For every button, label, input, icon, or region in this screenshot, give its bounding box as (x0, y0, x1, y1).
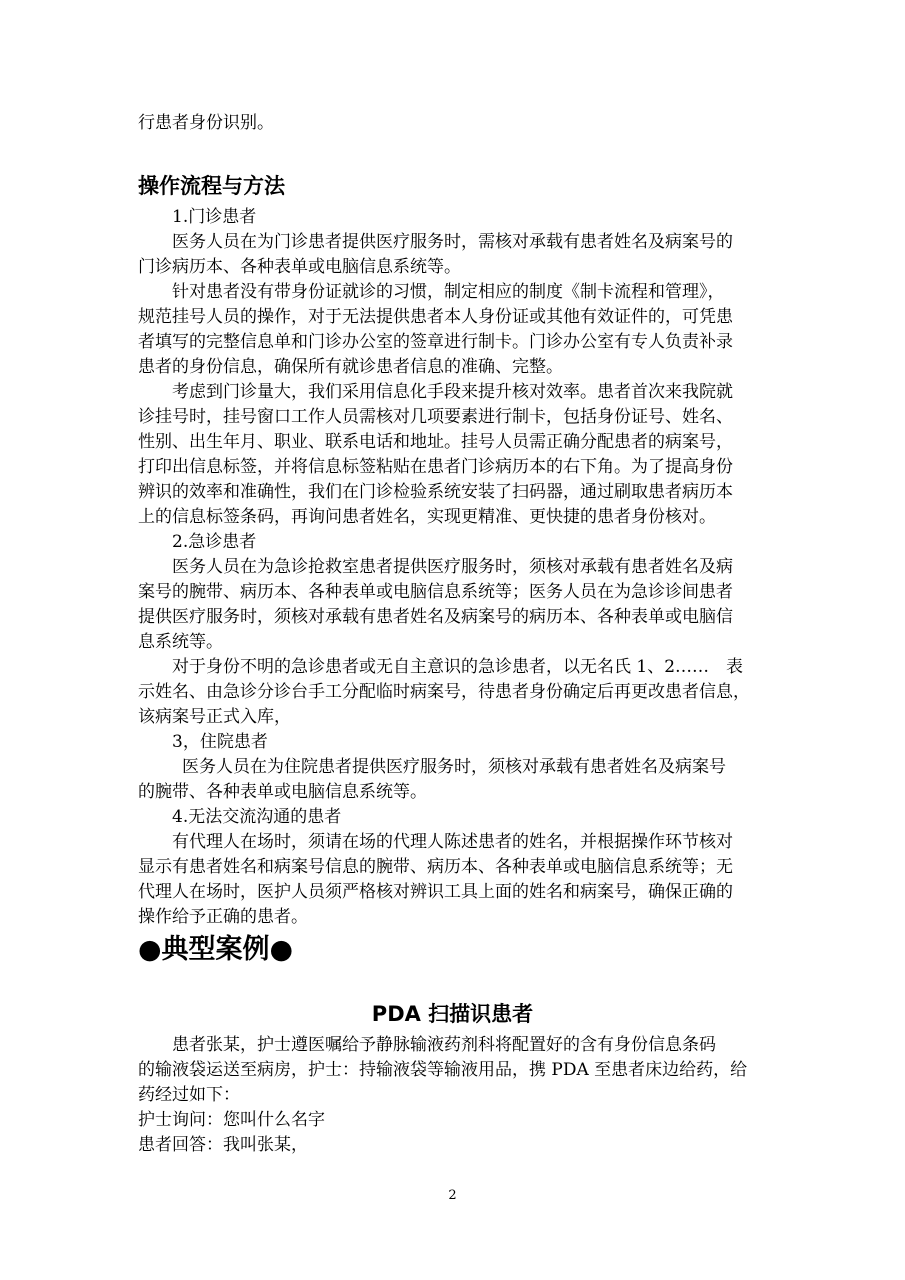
paragraph-line: 有代理人在场时，须请在场的代理人陈述患者的姓名，并根据操作环节核对 (172, 832, 733, 852)
paragraph-line: 医务人员在为住院患者提供医疗服务时，须核对承载有患者姓名及病案号 (182, 757, 726, 777)
subheading-inpatient: 3，住院患者 (172, 732, 268, 752)
paragraph-line: 规范挂号人员的操作，对于无法提供患者本人身份证或其他有效证件的，可凭患 (138, 307, 733, 327)
paragraph-line: 患者的身份信息，确保所有就诊患者信息的准确、完整。 (138, 357, 563, 377)
paragraph-line: 打印出信息标签，并将信息标签粘贴在患者门诊病历本的右下角。为了提高身份 (138, 457, 733, 477)
section-heading-case: ●典型案例● (138, 934, 294, 965)
paragraph-line: 医务人员在为门诊患者提供医疗服务时，需核对承载有患者姓名及病案号的 (172, 232, 733, 252)
paragraph-line: 示姓名、由急诊分诊台手工分配临时病案号，待患者身份确定后再更改患者信息， (138, 682, 750, 702)
dialogue-line: 患者回答：我叫张某， (138, 1135, 308, 1155)
paragraph-line: 辨识的效率和准确性，我们在门诊检验系统安装了扫码器，通过刷取患者病历本 (138, 482, 733, 502)
paragraph-line: 行患者身份识别。 (138, 113, 274, 133)
paragraph-line: 的腕带、各种表单或电脑信息系统等。 (138, 782, 427, 802)
paragraph-line: 操作给予正确的患者。 (138, 907, 308, 927)
paragraph-line: 医务人员在为急诊抢救室患者提供医疗服务时，须核对承载有患者姓名及病 (172, 557, 733, 577)
paragraph-line: 显示有患者姓名和病案号信息的腕带、病历本、各种表单或电脑信息系统等；无 (138, 857, 733, 877)
section-heading-flow: 操作流程与方法 (138, 174, 285, 198)
paragraph-line: 考虑到门诊量大，我们采用信息化手段来提升核对效率。患者首次来我院就 (172, 382, 733, 402)
paragraph-line: 门诊病历本、各种表单或电脑信息系统等。 (138, 257, 461, 277)
dialogue-line: 护士询问：您叫什么名字 (138, 1110, 325, 1130)
paragraph-line: 针对患者没有带身份证就诊的习惯，制定相应的制度《制卡流程和管理》， (172, 282, 725, 302)
page-number: 2 (448, 1188, 457, 1203)
paragraph-line: 代理人在场时，医护人员须严格核对辨识工具上面的姓名和病案号，确保正确的 (138, 882, 733, 902)
paragraph-line: 诊挂号时，挂号窗口工作人员需核对几项要素进行制卡，包括身份证号、姓名、 (138, 407, 733, 427)
paragraph-line: 性别、出生年月、职业、联系电话和地址。挂号人员需正确分配患者的病案号， (138, 432, 733, 452)
paragraph-line: 者填写的完整信息单和门诊办公室的签章进行制卡。门诊办公室有专人负责补录 (138, 332, 733, 352)
paragraph-line: 对于身份不明的急诊患者或无自主意识的急诊患者，以无名氏 1、2…… 表 (172, 657, 744, 677)
paragraph-line: 上的信息标签条码，再询问患者姓名，实现更精准、更快捷的患者身份核对。 (138, 507, 716, 527)
paragraph-line: 的输液袋运送至病房，护士：持输液袋等输液用品，携 PDA 至患者床边给药，给 (138, 1060, 748, 1080)
paragraph-line: 患者张某，护士遵医嘱给予静脉输液药剂科将配置好的含有身份信息条码 (172, 1035, 716, 1055)
subheading-emergency: 2.急诊患者 (172, 532, 257, 552)
paragraph-line: 该病案号正式入库， (138, 707, 291, 727)
paragraph-line: 案号的腕带、病历本、各种表单或电脑信息系统等；医务人员在为急诊诊间患者 (138, 582, 733, 602)
paragraph-line: 药经过如下： (138, 1085, 240, 1105)
paragraph-line: 息系统等。 (138, 632, 223, 652)
subheading-outpatient: 1.门诊患者 (172, 207, 257, 227)
subheading-noncommunicative: 4.无法交流沟通的患者 (172, 807, 342, 827)
paragraph-line: 提供医疗服务时，须核对承载有患者姓名及病案号的病历本、各种表单或电脑信 (138, 607, 733, 627)
case-title: PDA 扫描识患者 (371, 1002, 534, 1026)
